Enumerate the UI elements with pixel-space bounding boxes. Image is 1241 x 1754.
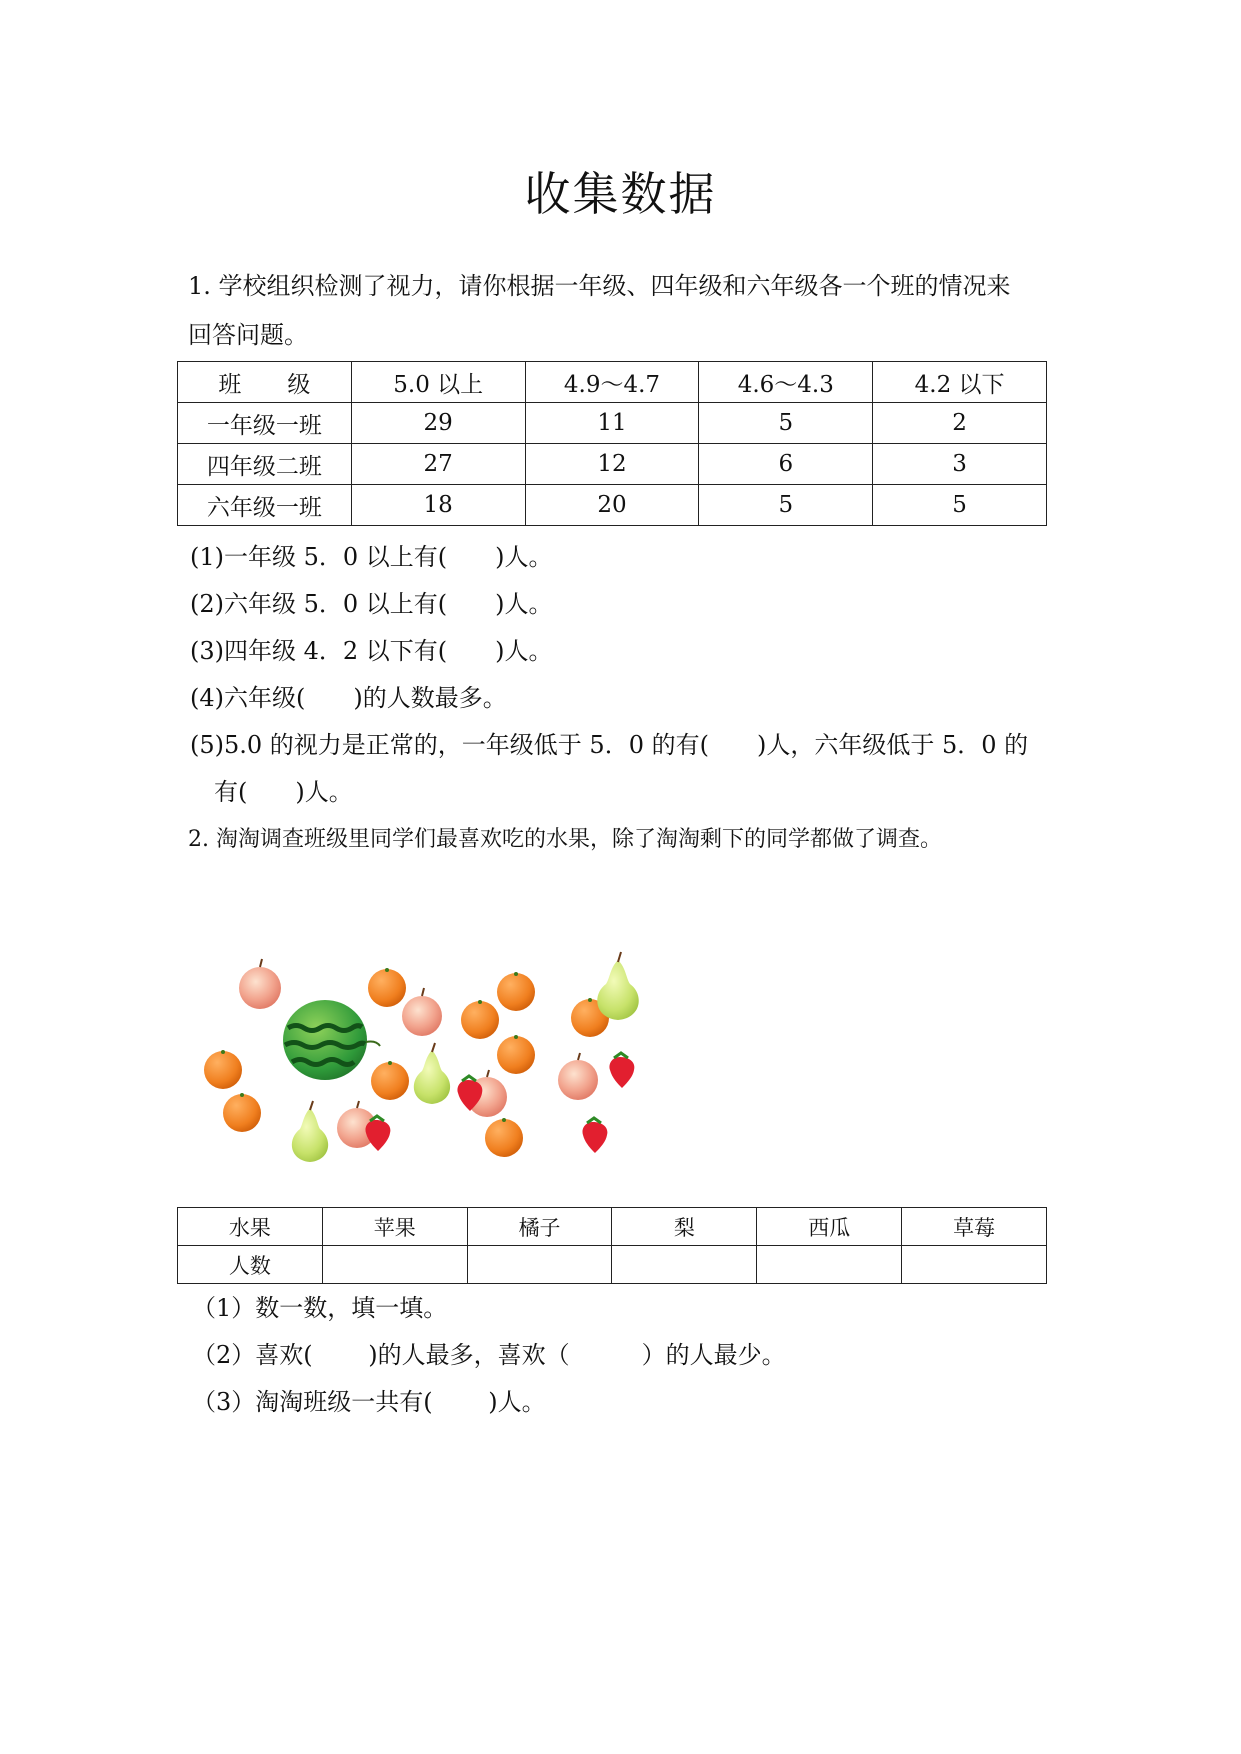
q1-intro-line1: 1. 学校组织检测了视力，请你根据一年级、四年级和六年级各一个班的情况来 [188,272,1011,300]
orange-icon [461,1000,499,1039]
orange-icon [223,1093,261,1132]
table-cell: 12 [525,444,699,485]
header-4-9-to-4-7: 4.9～4.7 [525,362,699,403]
page-title: 收集数据 [524,167,717,221]
vision-table [177,361,1047,526]
q1-sub-3: (3)四年级 4．2 以下有( )人。 [190,637,553,665]
pear-icon [597,952,638,1020]
table-row [178,403,1047,444]
q2-sub-1: （1）数一数，填一填。 [192,1294,448,1322]
orange-icon [371,1061,409,1100]
apple-icon [402,988,442,1036]
q1-sub-2: (2)六年级 5．0 以上有( )人。 [190,590,553,618]
q2-intro: 2. 淘淘调查班级里同学们最喜欢吃的水果，除了淘淘剩下的同学都做了调查。 [188,827,942,852]
header-class: 班 级 [178,362,352,403]
table-cell: 3 [873,444,1047,485]
table-cell: 6 [699,444,873,485]
table-row [178,485,1047,526]
answer-cell-apple[interactable] [322,1246,467,1284]
apple-icon [558,1053,598,1100]
header-strawberry: 草莓 [902,1208,1047,1246]
table-row [178,1246,1047,1284]
q1-sub-5: (5)5.0 的视力是正常的，一年级低于 5．0 的有( )人，六年级低于 5．0 的 [190,731,1029,759]
header-fruit: 水果 [178,1208,323,1246]
fruit-illustration [190,950,660,1165]
table-header-row [178,1208,1047,1246]
q1-sub-5-cont: 有( )人。 [214,778,353,806]
row-label: 一年级一班 [178,403,352,444]
q2-sub-2: （2）喜欢( )的人最多，喜欢（ ）的人最少。 [192,1341,786,1369]
answer-cell-pear[interactable] [612,1246,757,1284]
strawberry-icon [609,1053,634,1088]
answer-cell-strawberry[interactable] [902,1246,1047,1284]
header-4-6-to-4-3: 4.6～4.3 [699,362,873,403]
table-cell: 29 [351,403,525,444]
pear-icon [292,1101,328,1162]
table-cell: 18 [351,485,525,526]
table-cell: 5 [699,485,873,526]
header-watermelon: 西瓜 [757,1208,902,1246]
q1-sub-4: (4)六年级( )的人数最多。 [190,684,507,712]
pear-icon [414,1043,450,1104]
row-label: 六年级一班 [178,485,352,526]
header-pear: 梨 [612,1208,757,1246]
table-cell: 2 [873,403,1047,444]
orange-icon [485,1118,523,1157]
table-header-row [178,362,1047,403]
orange-icon [497,1035,535,1074]
row-label-count: 人数 [178,1246,323,1284]
row-label: 四年级二班 [178,444,352,485]
q1-intro-line2: 回答问题。 [188,321,308,349]
header-above-5-0: 5.0 以上 [351,362,525,403]
table-cell: 5 [699,403,873,444]
answer-cell-orange[interactable] [467,1246,612,1284]
header-below-4-2: 4.2 以下 [873,362,1047,403]
orange-icon [497,972,535,1011]
table-cell: 27 [351,444,525,485]
table-cell: 11 [525,403,699,444]
answer-cell-watermelon[interactable] [757,1246,902,1284]
q2-sub-3: （3）淘淘班级一共有( )人。 [192,1388,546,1416]
watermelon-icon [283,1000,380,1080]
q1-sub-1: (1)一年级 5．0 以上有( )人。 [190,543,553,571]
orange-icon [204,1050,242,1089]
table-cell: 5 [873,485,1047,526]
orange-icon [368,968,406,1007]
header-orange: 橘子 [467,1208,612,1246]
table-cell: 20 [525,485,699,526]
apple-icon [239,959,281,1009]
header-apple: 苹果 [322,1208,467,1246]
fruit-table [177,1207,1047,1284]
strawberry-icon [582,1118,607,1153]
table-row [178,444,1047,485]
